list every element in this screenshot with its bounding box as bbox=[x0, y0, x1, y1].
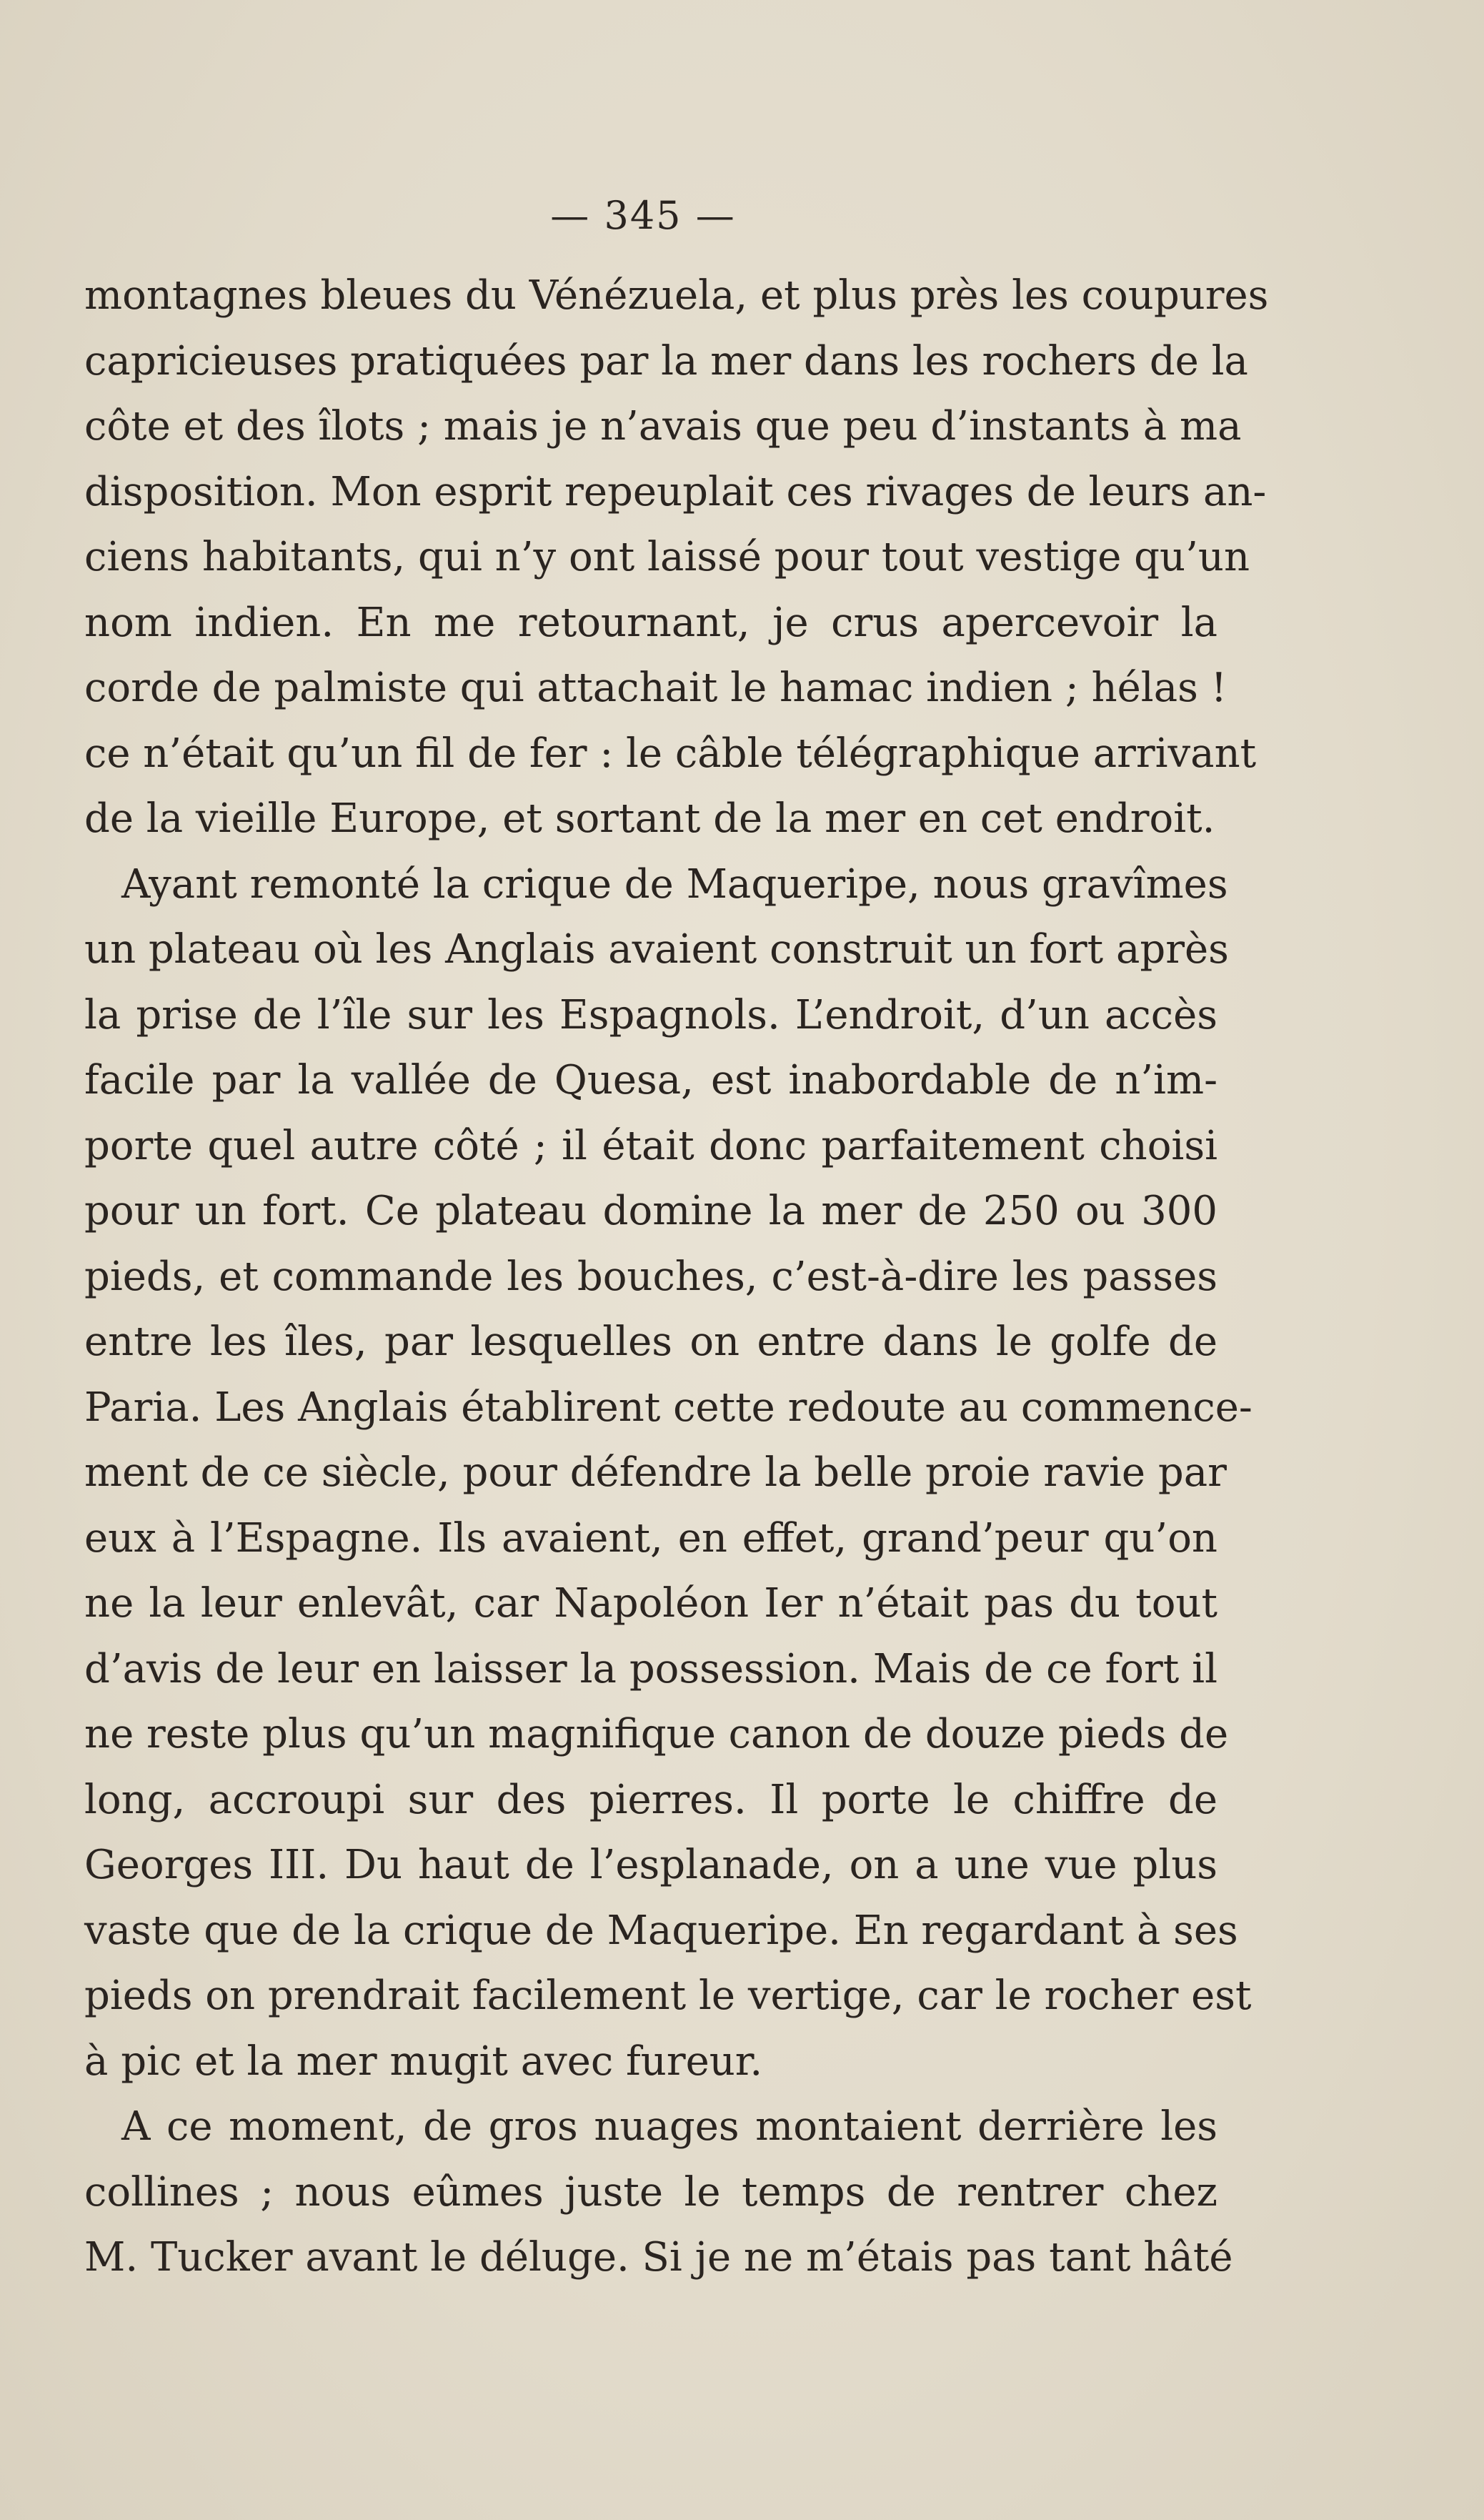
text-line: pieds, et commande les bouches, c’est-à-dire les passes bbox=[84, 1253, 1217, 1300]
text-line: Georges III. Du haut de l’esplanade, on a une vue plus bbox=[84, 1842, 1217, 1888]
body-text bbox=[84, 263, 1269, 2291]
text-line: entre les îles, par lesquelles on entre dans le golfe de bbox=[84, 1319, 1217, 1365]
text-line: pieds on prendrait facilement le vertige, car le rocher est bbox=[84, 1973, 1252, 2019]
text-line: eux à l’Espagne. Ils avaient, en effet, grand’peur qu’on bbox=[84, 1514, 1217, 1562]
text-line: porte quel autre côté ; il était donc parfaitement choisi bbox=[84, 1122, 1217, 1169]
text-line: montagnes bleues du Vénézuela, et plus près les coupures bbox=[84, 272, 1269, 319]
paragraph-3 bbox=[84, 2094, 1233, 2291]
text-line: A ce moment, de gros nuages montaient derrière les bbox=[121, 2103, 1217, 2150]
text-line: pour un fort. Ce plateau domine la mer de 250 ou 300 bbox=[84, 1188, 1217, 1234]
text-line: corde de palmiste qui attachait le hamac indien ; hélas ! bbox=[84, 665, 1227, 711]
text-line: disposition. Mon esprit repeuplait ces rivages de leurs an- bbox=[84, 468, 1267, 515]
text-line: ne reste plus qu’un magnifique canon de douze pieds de bbox=[84, 1711, 1229, 1757]
text-line: capricieuses pratiquées par la mer dans les rochers de la bbox=[84, 337, 1248, 385]
text-line: Ayant remonté la crique de Maqueripe, nous gravîmes bbox=[121, 860, 1228, 908]
text-line: nom indien. En me retournant, je crus apercevoir la bbox=[84, 599, 1217, 646]
paragraph-1 bbox=[84, 263, 1269, 852]
text-line: ment de ce siècle, pour défendre la belle proie ravie par bbox=[84, 1449, 1227, 1496]
text-line: la prise de l’île sur les Espagnols. L’endroit, d’un accès bbox=[84, 991, 1217, 1038]
text-line: Paria. Les Anglais établirent cette redoute au commence- bbox=[84, 1384, 1253, 1431]
text-line: de la vieille Europe, et sortant de la mer en cet endroit. bbox=[84, 795, 1215, 842]
page-number: — 345 — bbox=[550, 193, 736, 238]
text-line: ne la leur enlevât, car Napoléon Ier n’était pas du tout bbox=[84, 1580, 1217, 1627]
text-line: côte et des îlots ; mais je n’avais que peu d’instants à ma bbox=[84, 403, 1242, 450]
text-line: ciens habitants, qui n’y ont laissé pour tout vestige qu’un bbox=[84, 534, 1250, 580]
text-line: collines ; nous eûmes juste le temps de rentrer chez bbox=[84, 2168, 1217, 2216]
text-line: long, accroupi sur des pierres. Il porte le chiffre de bbox=[84, 1776, 1217, 1823]
text-line: un plateau où les Anglais avaient construit un fort après bbox=[84, 926, 1229, 973]
text-line: d’avis de leur en laisser la possession. Mais de ce fort il bbox=[84, 1645, 1217, 1692]
text-line: ce n’était qu’un fil de fer : le câble télégraphique arrivant bbox=[84, 730, 1257, 777]
text-line: facile par la vallée de Quesa, est inabordable de n’im- bbox=[84, 1057, 1217, 1103]
text-line: à pic et la mer mugit avec fureur. bbox=[84, 2038, 763, 2085]
text-line: vaste que de la crique de Maqueripe. En regardant à ses bbox=[84, 1907, 1238, 1954]
paragraph-2 bbox=[84, 852, 1253, 2095]
text-line: M. Tucker avant le déluge. Si je ne m’étais pas tant hâté bbox=[84, 2234, 1233, 2281]
